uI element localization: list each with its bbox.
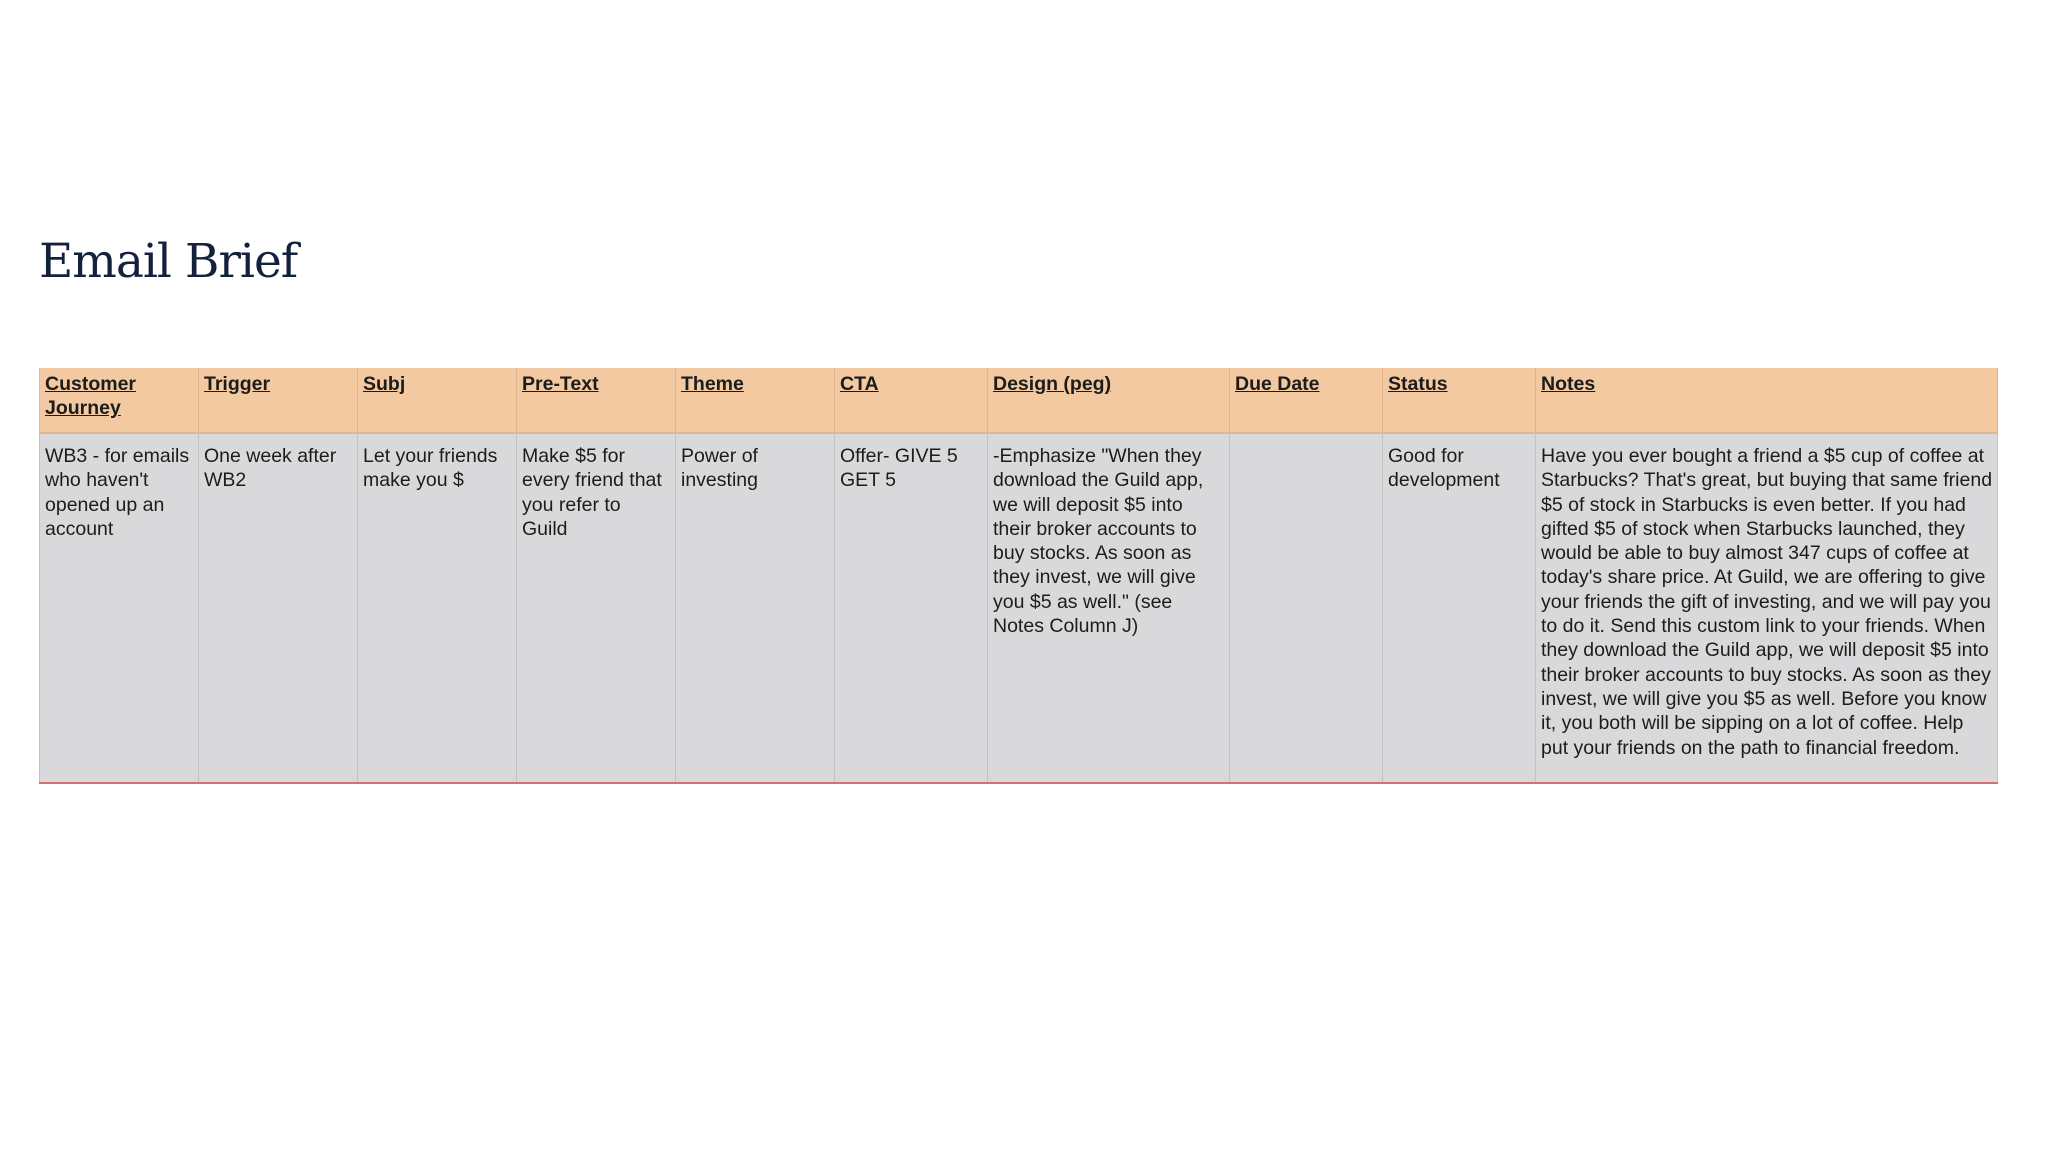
- cell-cta: Offer- GIVE 5 GET 5: [835, 433, 988, 783]
- table-row: [40, 433, 1998, 783]
- column-header-status: Status: [1383, 368, 1536, 433]
- column-header-due-date: Due Date: [1230, 368, 1383, 433]
- cell-theme: Power of investing: [676, 433, 835, 783]
- column-header-theme: Theme: [676, 368, 835, 433]
- column-header-pre-text: Pre-Text: [517, 368, 676, 433]
- column-header-notes: Notes: [1536, 368, 1998, 433]
- cell-customer-journey: WB3 - for emails who haven't opened up an account: [40, 433, 199, 783]
- cell-notes: Have you ever bought a friend a $5 cup of coffee at Starbucks? That's great, but buying that same friend $5 of stock in Starbucks is even better. If you had gifted $5 of stock when Starbucks launched, they would be able to buy almost 347 cups of coffee at today's share price. At Guild, we are offering to give your friends the gift of investing, and we will pay you to do it. Send this custom link to your friends. When they download the Guild app, we will deposit $5 into their broker accounts to buy stocks. As soon as they invest, we will give you $5 as well. Before you know it, you both will be sipping on a lot of coffee. Help put your friends on the path to financial freedom.: [1536, 433, 1998, 783]
- table-header-row: [40, 368, 1998, 433]
- email-brief-table: [39, 368, 1998, 784]
- cell-subj: Let your friends make you $: [358, 433, 517, 783]
- column-header-trigger: Trigger: [199, 368, 358, 433]
- column-header-cta: CTA: [835, 368, 988, 433]
- page-title: Email Brief: [39, 234, 298, 289]
- cell-trigger: One week after WB2: [199, 433, 358, 783]
- cell-design: -Emphasize "When they download the Guild app, we will deposit $5 into their broker accounts to buy stocks. As soon as they invest, we will give you $5 as well." (see Notes Column J): [988, 433, 1230, 783]
- cell-pre-text: Make $5 for every friend that you refer to Guild: [517, 433, 676, 783]
- cell-status: Good for development: [1383, 433, 1536, 783]
- cell-due-date: [1230, 433, 1383, 783]
- column-header-customer-journey: Customer Journey: [40, 368, 199, 433]
- column-header-design: Design (peg): [988, 368, 1230, 433]
- column-header-subj: Subj: [358, 368, 517, 433]
